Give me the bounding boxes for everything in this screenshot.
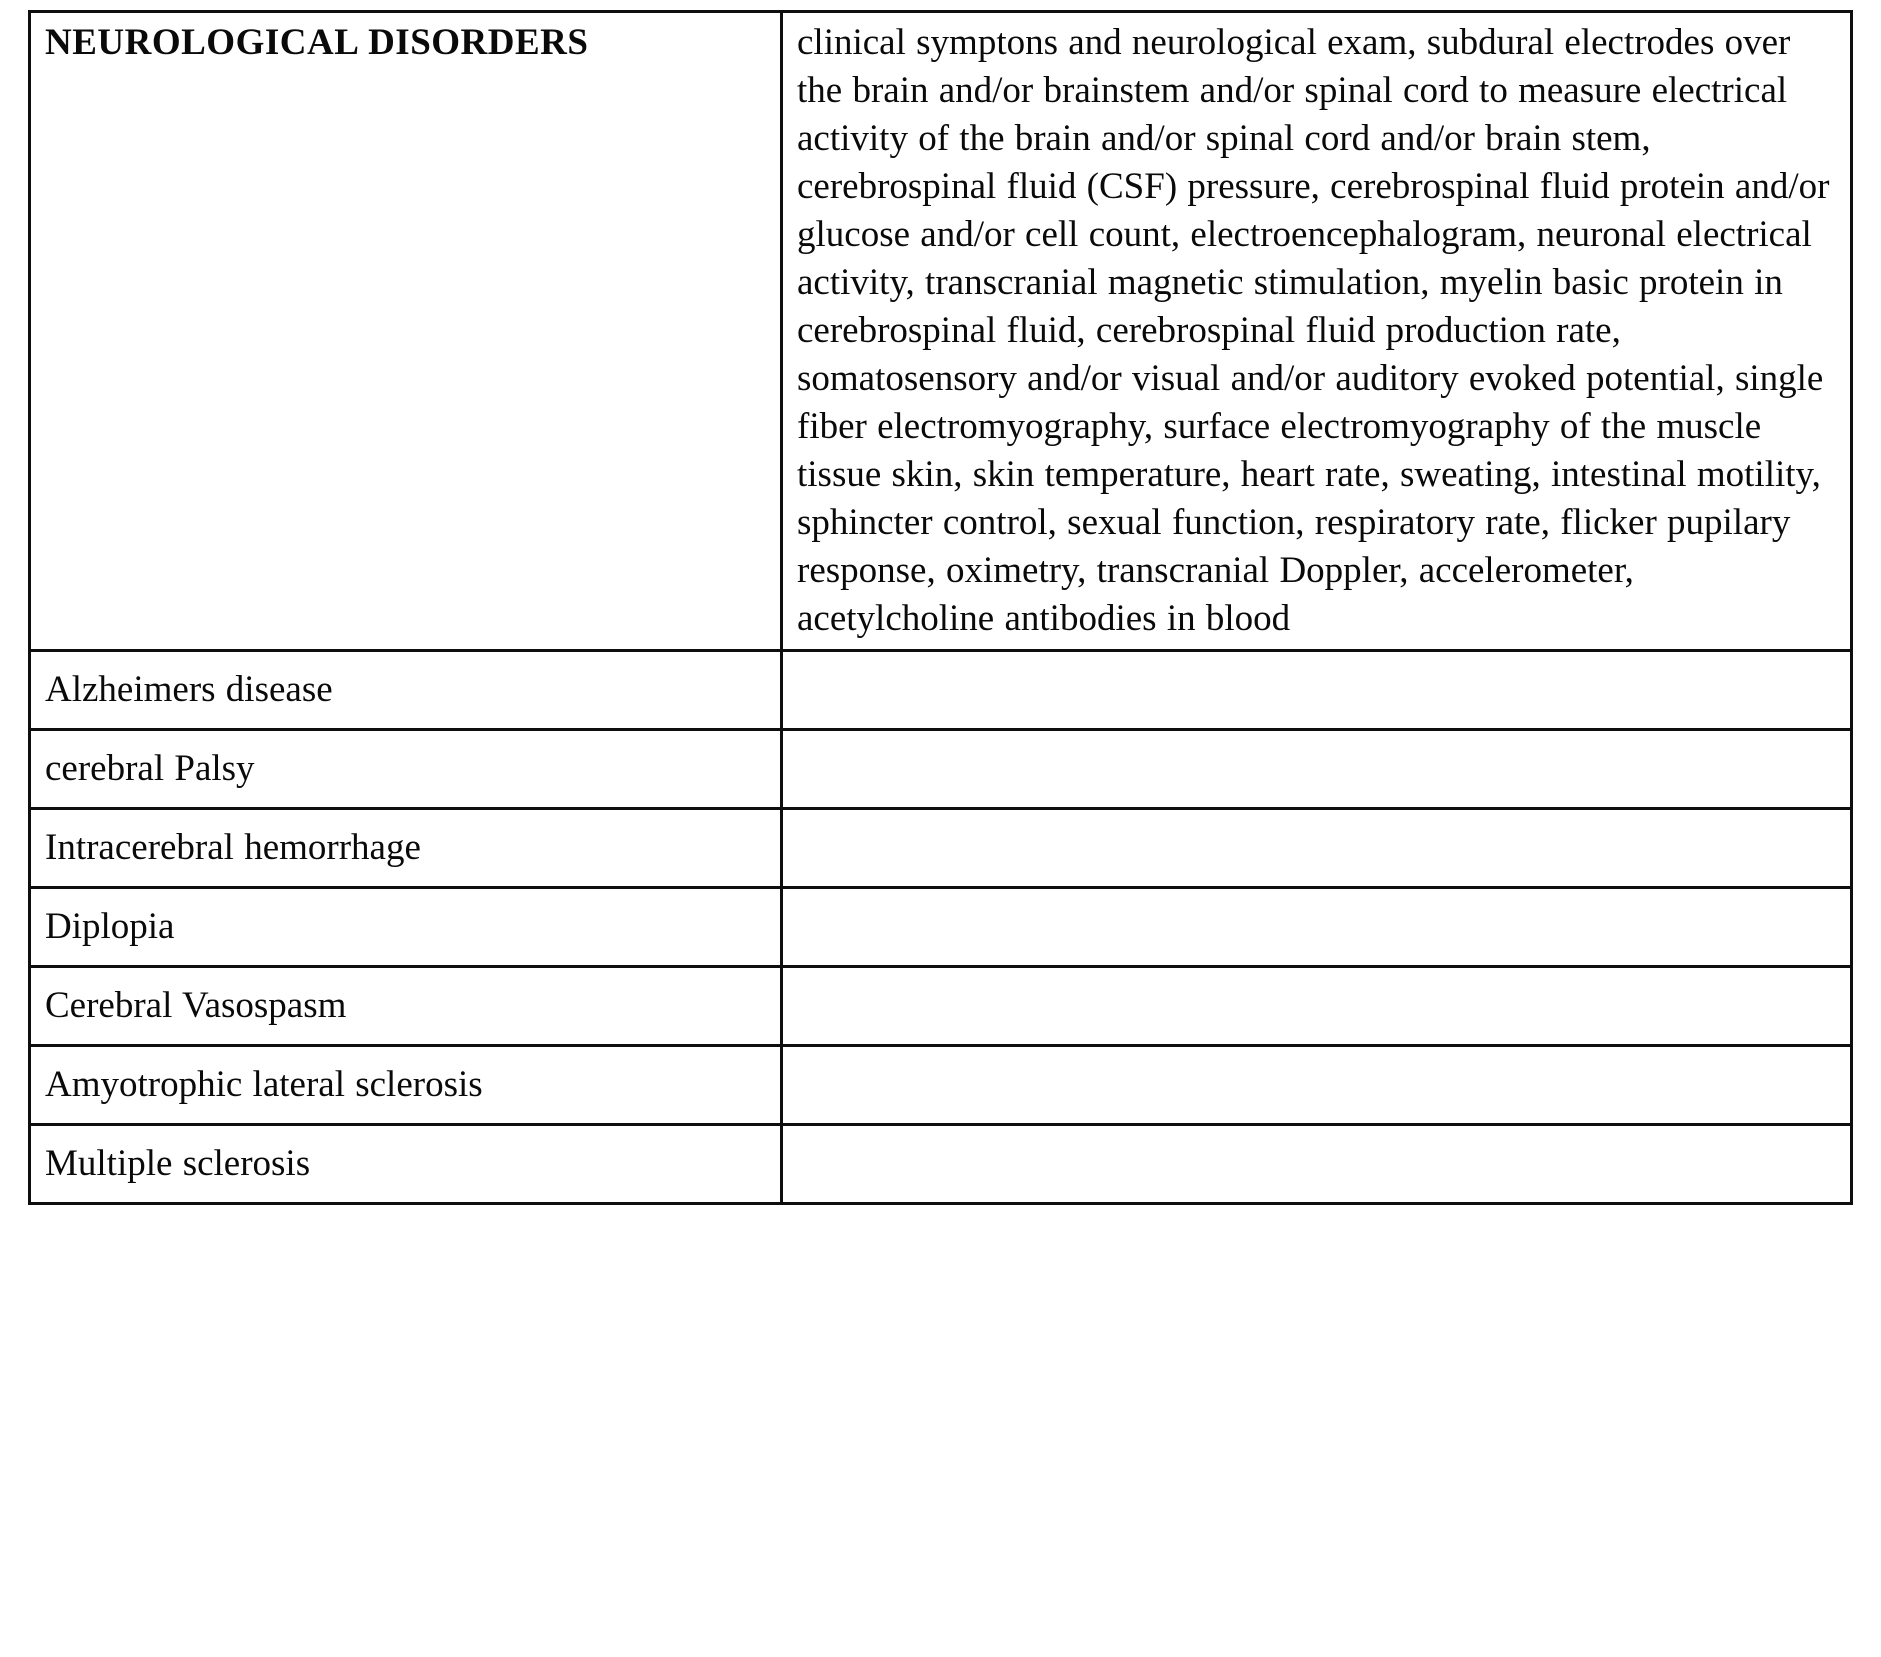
disorder-cell: Alzheimers disease — [30, 651, 782, 730]
measurements-header-cell: clinical symptons and neurological exam, subdural electrodes over the brain and/or brainstem and/or spinal cord to measure electrical activity of the brain and/or spinal cord and/or brain stem, cerebrospinal fluid (CSF) pressure, cerebrospinal fluid protein and/or glucose and/or cell count, electroencephalogram, neuronal electrical activity, transcranial magnetic stimulation, myelin basic protein in cerebrospinal fluid, cerebrospinal fluid production rate, somatosensory and/or visual and/or auditory evoked potential, single fiber electromyography, surface electromyography of the muscle tissue skin, skin temperature, heart rate, sweating, intestinal motility, sphincter control, sexual function, respiratory rate, flicker pupilary response, oximetry, transcranial Doppler, accelerometer, acetylcholine antibodies in blood — [782, 12, 1852, 651]
disorder-cell: Cerebral Vasospasm — [30, 967, 782, 1046]
category-header-cell: NEUROLOGICAL DISORDERS — [30, 12, 782, 651]
neurological-disorders-table — [28, 10, 1853, 1205]
empty-measurement-cell — [782, 967, 1852, 1046]
disorder-cell: Amyotrophic lateral sclerosis — [30, 1046, 782, 1125]
empty-measurement-cell — [782, 809, 1852, 888]
table-row — [30, 967, 1852, 1046]
disorder-cell: Diplopia — [30, 888, 782, 967]
empty-measurement-cell — [782, 651, 1852, 730]
table-row — [30, 888, 1852, 967]
empty-measurement-cell — [782, 730, 1852, 809]
empty-measurement-cell — [782, 1046, 1852, 1125]
table-row — [30, 651, 1852, 730]
empty-measurement-cell — [782, 888, 1852, 967]
disorder-cell: Multiple sclerosis — [30, 1125, 782, 1204]
empty-measurement-cell — [782, 1125, 1852, 1204]
table-row — [30, 1125, 1852, 1204]
table-row — [30, 730, 1852, 809]
disorder-cell: Intracerebral hemorrhage — [30, 809, 782, 888]
table-row — [30, 809, 1852, 888]
table-header-row — [30, 12, 1852, 651]
disorder-cell: cerebral Palsy — [30, 730, 782, 809]
table-row — [30, 1046, 1852, 1125]
